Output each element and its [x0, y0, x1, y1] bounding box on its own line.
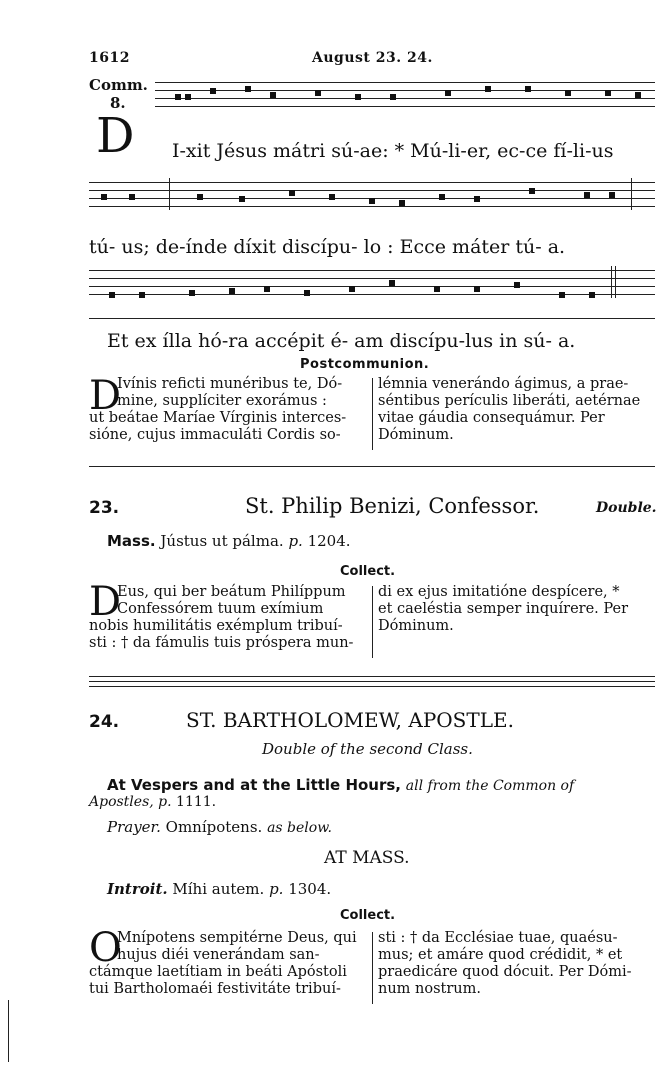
feast-24-vespers-line-1: At Vespers and at the Little Hours, all from the Common of	[107, 776, 575, 794]
postcommunion-column-divider	[372, 378, 373, 450]
postcommunion-heading: Postcommunion.	[300, 357, 430, 372]
feast-24-rank: Double of the second Class.	[262, 740, 473, 758]
feast-24-collect-right: sti : † da Ecclésiae tuae, quaésu- mus; et amáre quod crédidit, * et praedicáre quod dócuit. Per Dómi- num nostrum.	[378, 930, 632, 997]
chant-bottom-rule	[89, 318, 655, 319]
margin-mark	[8, 1000, 9, 1062]
chant-label: Comm.	[89, 76, 148, 94]
postcommunion-left-column: Ivínis reficti munéribus te, Dó- mine, supplíciter exorámus : ut beátae Maríae Vírginis interces- sióne, cujus immaculáti Cordis so-	[89, 376, 347, 443]
feast-24-number: 24.	[89, 712, 120, 732]
postcommunion-right-column: lémnia venerándo ágimus, a prae- séntibus perículis liberáti, aetérnae vitae gáudia consequámur. Per Dóminum.	[378, 376, 641, 443]
chant-staff-1	[155, 76, 655, 108]
feast-23-rank: Double.	[596, 500, 657, 516]
section-divider-1	[89, 466, 655, 467]
feast-24-vespers-line-2: Apostles, p. 1111.	[89, 794, 217, 810]
page-date: August 23. 24.	[312, 50, 433, 66]
feast-24-column-divider	[372, 932, 373, 1004]
section-divider-2a	[89, 676, 655, 677]
section-divider-2c	[89, 686, 655, 687]
chant-lyric-3: Et ex ílla hó-ra accépit é- am discípu-lus in sú- a.	[107, 330, 576, 352]
postcommunion-drop-cap: D	[89, 373, 122, 419]
chant-lyric-1: I-xit Jésus mátri sú-ae: * Mú-li-er, ec-ce fí-li-us	[172, 140, 614, 162]
chant-staff-2	[89, 178, 655, 212]
chant-lyric-2: tú- us; de-índe díxit discípu- lo : Ecce máter tú- a.	[89, 236, 566, 258]
section-divider-2b	[89, 681, 655, 682]
feast-23-collect-heading: Collect.	[340, 564, 396, 579]
feast-24-prayer-line: Prayer. Omnípotens. as below.	[107, 818, 332, 836]
feast-23-column-divider	[372, 586, 373, 658]
feast-24-drop-cap: O	[89, 925, 122, 971]
feast-24-collect-heading: Collect.	[340, 908, 396, 923]
feast-24-title: ST. BARTHOLOMEW, APOSTLE.	[186, 708, 514, 732]
feast-23-collect-left: Eus, qui ber beátum Philíppum Confessórem tuum exímium nobis humilitátis exémplum tribuí- sti : † da fámulis tuis próspera mun-	[89, 584, 354, 651]
chant-mode: 8.	[110, 94, 126, 112]
at-mass-heading: AT MASS.	[324, 848, 410, 868]
feast-24-collect-left: Mnípotens sempitérne Deus, qui hujus diéi venerándam san- ctámque laetítiam in beáti Apóstoli tui Bartholomaéi festivitáte tribuí-	[89, 930, 357, 997]
feast-23-title: St. Philip Benizi, Confessor.	[245, 494, 540, 518]
page-number: 1612	[89, 50, 130, 66]
feast-23-collect-right: di ex ejus imitatióne despícere, * et caeléstia semper inquírere. Per Dóminum.	[378, 584, 629, 634]
feast-24-introit-line: Introit. Míhi autem. p. 1304.	[107, 880, 332, 898]
chant-drop-cap: D	[96, 108, 135, 164]
feast-23-number: 23.	[89, 498, 120, 518]
feast-23-mass-line: Mass. Jústus ut pálma. p. 1204.	[107, 532, 351, 550]
feast-23-drop-cap: D	[89, 579, 122, 625]
chant-staff-3	[89, 266, 655, 300]
